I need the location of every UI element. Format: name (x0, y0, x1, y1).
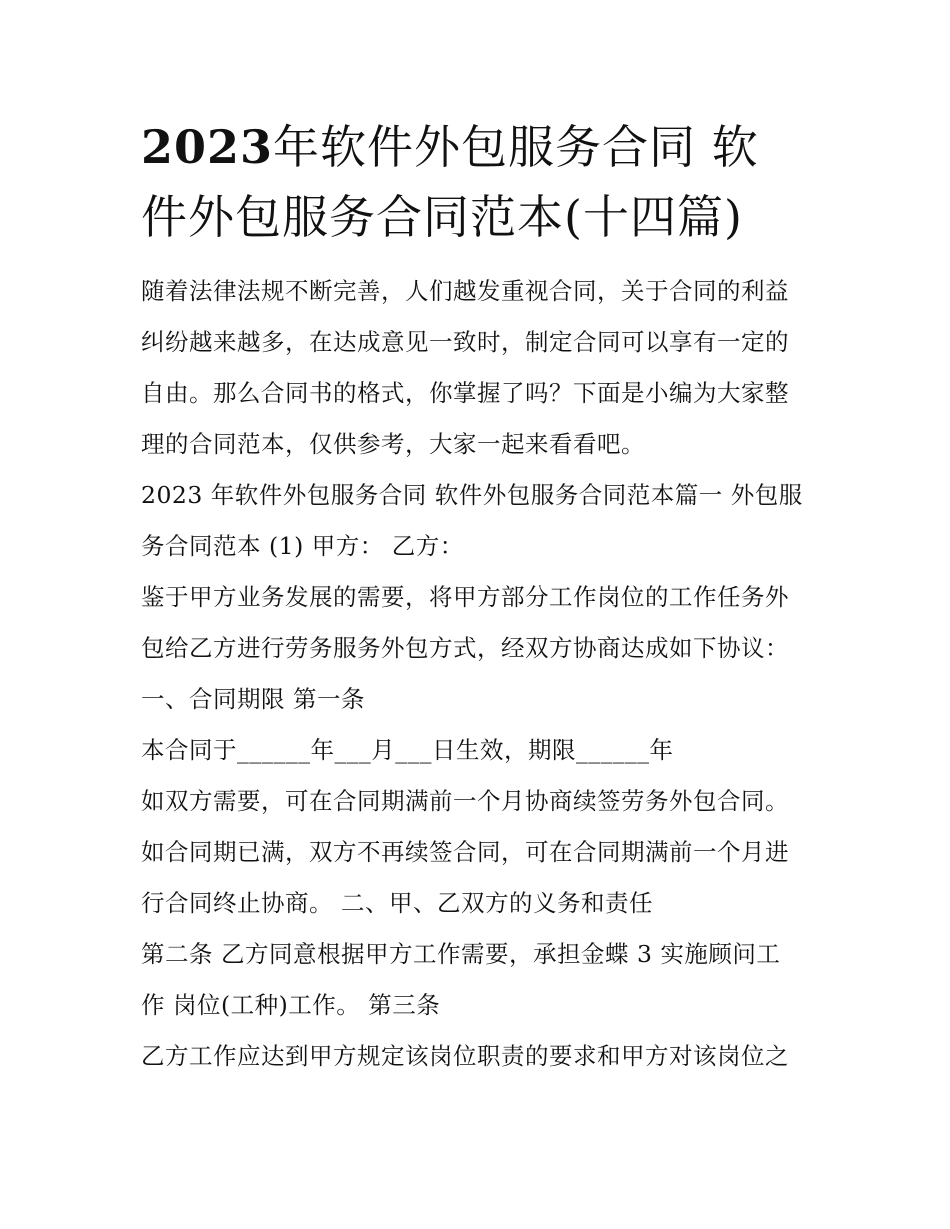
body-line: 纠纷越来越多，在达成意见一致时，制定合同可以享有一定的 (141, 328, 789, 356)
body-line: 第二条 乙方同意根据甲方工作需要，承担金蝶 3 实施顾问工 (141, 940, 781, 968)
body-line: 自由。那么合同书的格式，你掌握了吗？下面是小编为大家整 (141, 379, 789, 407)
body-line: 鉴于甲方业务发展的需要，将甲方部分工作岗位的工作任务外 (141, 583, 789, 611)
body-line: 本合同于______年___月___日生效，期限______年 (141, 736, 674, 764)
body-line: 务合同范本 (1) 甲方： 乙方： (141, 532, 464, 560)
document-page (141, 112, 821, 1082)
body-line: 如合同期已满，双方不再续签合同，可在合同期满前一个月进 (141, 838, 789, 866)
body-line: 作 岗位(工种)工作。 第三条 (141, 991, 441, 1019)
title-year: 2023 (141, 120, 274, 174)
document-title (141, 112, 821, 252)
section-heading: 一、合同期限 第一条 (141, 685, 365, 713)
body-line: 随着法律法规不断完善，人们越发重视合同，关于合同的利益 (141, 277, 789, 305)
title-line-1 (141, 112, 821, 182)
title-line-2: 件外包服务合同范本(十四篇) (141, 190, 743, 244)
body-line: 如双方需要，可在合同期满前一个月协商续签劳务外包合同。 (141, 787, 789, 815)
body-line: 行合同终止协商。 二、甲、乙双方的义务和责任 (141, 889, 653, 917)
body-line: 2023 年软件外包服务合同 软件外包服务合同范本篇一 外包服 (141, 481, 803, 509)
body-line: 包给乙方进行劳务服务外包方式，经双方协商达成如下协议： (141, 634, 789, 662)
body-line: 理的合同范本，仅供参考，大家一起来看看吧。 (141, 430, 645, 458)
body-line: 乙方工作应达到甲方规定该岗位职责的要求和甲方对该岗位之 (141, 1042, 789, 1070)
title-line-1-text: 年软件外包服务合同 软 (273, 120, 759, 174)
document-body (141, 266, 821, 1082)
